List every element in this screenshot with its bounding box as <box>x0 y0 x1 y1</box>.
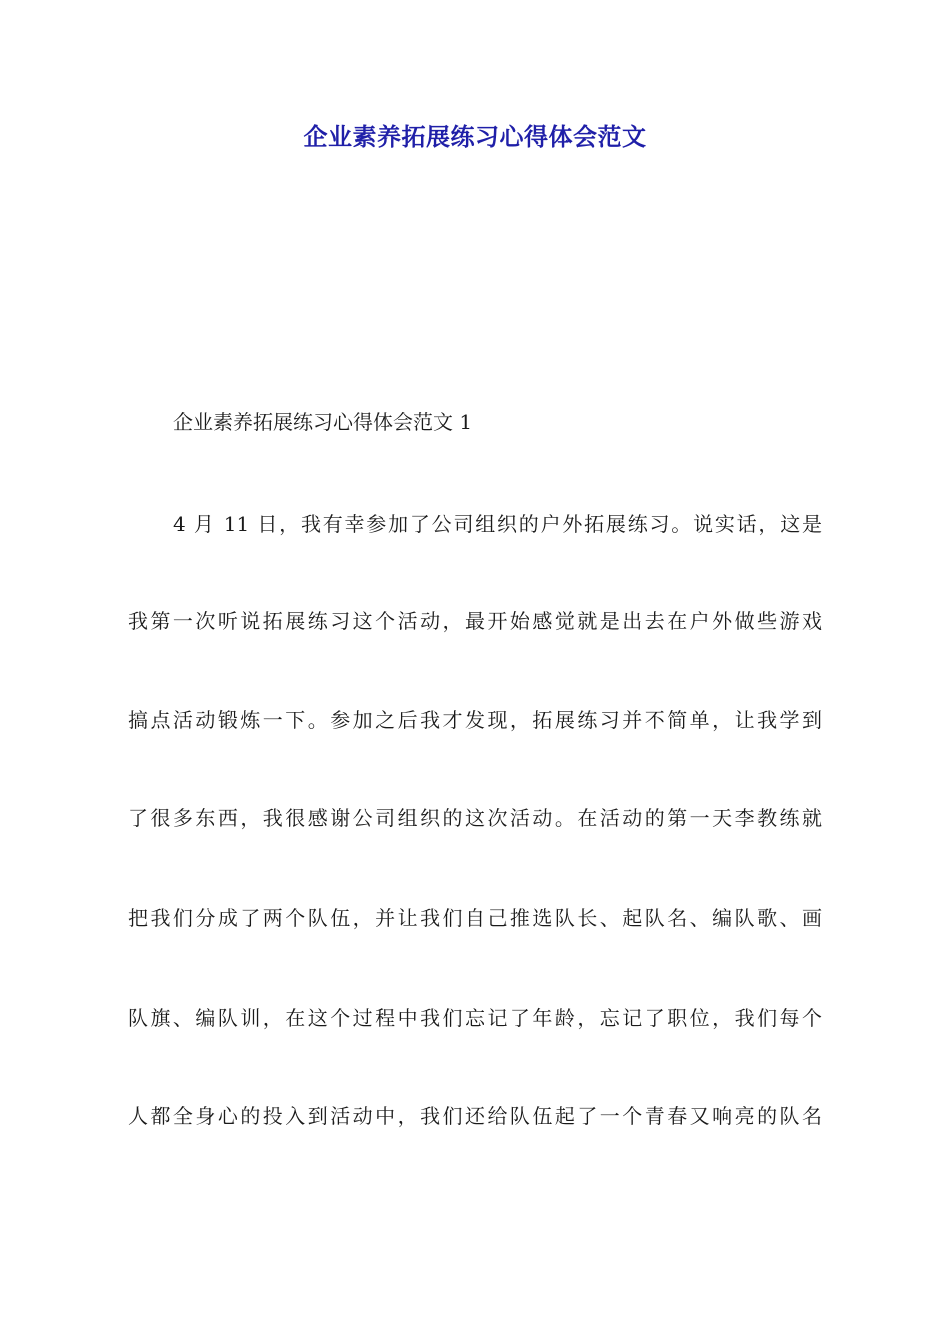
paragraph-line: 队旗、编队训，在这个过程中我们忘记了年龄，忘记了职位，我们每个 <box>128 1006 822 1030</box>
paragraph-line: 了很多东西，我很感谢公司组织的这次活动。在活动的第一天李教练就 <box>128 806 822 830</box>
paragraph-line: 人都全身心的投入到活动中，我们还给队伍起了一个青春又响亮的队名 <box>128 1104 822 1128</box>
paragraph-line: 我第一次听说拓展练习这个活动，最开始感觉就是出去在户外做些游戏 <box>128 609 822 633</box>
document-title: 企业素养拓展练习心得体会范文 <box>303 123 647 151</box>
paragraph-line: 把我们分成了两个队伍，并让我们自己推选队长、起队名、编队歌、画 <box>128 906 822 930</box>
section-heading: 企业素养拓展练习心得体会范文 1 <box>173 410 473 434</box>
paragraph-line: 搞点活动锻炼一下。参加之后我才发现，拓展练习并不简单，让我学到 <box>128 708 822 732</box>
paragraph-line: 4 月 11 日，我有幸参加了公司组织的户外拓展练习。说实话，这是 <box>173 512 822 536</box>
